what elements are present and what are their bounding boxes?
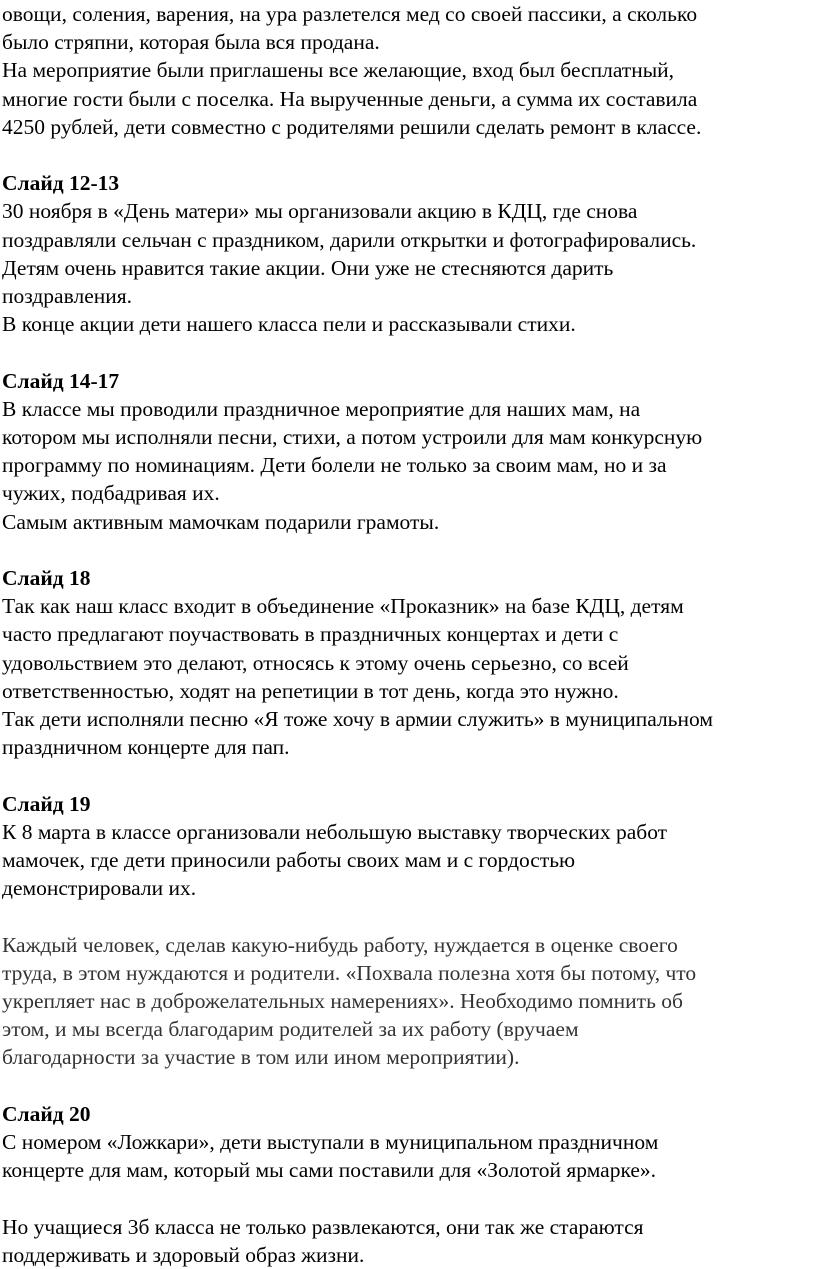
section-slide-18	[2, 564, 814, 761]
text-line: праздничном концерте для пап.	[2, 735, 290, 760]
text-line: концерте для мам, который мы сами поставили для «Золотой ярмарке».	[2, 1158, 657, 1183]
text-line: часто предлагают поучаствовать в праздничных концертах и дети с	[2, 622, 619, 647]
text-line: ответственностью, ходят на репетиции в тот день, когда это нужно.	[2, 678, 619, 703]
text-line: С номером «Ложкари», дети выступали в муниципальном праздничном	[2, 1130, 659, 1155]
text-line: поздравления.	[2, 284, 133, 309]
section-slide-20	[2, 1100, 814, 1185]
text-line: Каждый человек, сделав какую-нибудь работу, нуждается в оценке своего	[2, 932, 678, 957]
text-line: В конце акции дети нашего класса пели и рассказывали стихи.	[2, 312, 576, 337]
section-slide-19	[2, 790, 814, 1072]
text-line: Самым активным мамочкам подарили грамоты.	[2, 509, 440, 534]
section-slide-14-17	[2, 367, 814, 536]
text-line: Так дети исполняли песню «Я тоже хочу в армии служить» в муниципальном	[2, 707, 713, 732]
section-heading: Слайд 14-17	[2, 368, 120, 393]
text-line: К 8 марта в классе организовали небольшую выставку творческих работ	[2, 819, 668, 844]
text-line: 30 ноября в «День матери» мы организовали акцию в КДЦ, где снова	[2, 199, 638, 224]
text-line: поздравляли сельчан с праздником, дарили открытки и фотографировались.	[2, 227, 697, 252]
text-line: котором мы исполняли песни, стихи, а потом устроили для мам конкурсную	[2, 425, 703, 450]
section-slide-12-13	[2, 169, 814, 338]
text-line: многие гости были с поселка. На вырученные деньги, а сумма их составила	[2, 86, 698, 111]
paragraph-gap	[2, 1072, 814, 1100]
text-line: поддерживать и здоровый образ жизни.	[2, 1242, 365, 1267]
text-line: демонстрировали их.	[2, 876, 197, 901]
closing-paragraph	[2, 1213, 814, 1269]
paragraph-gap	[2, 1184, 814, 1212]
text-line: Детям очень нравится такие акции. Они уже не стесняются дарить	[2, 255, 614, 280]
section-heading: Слайд 18	[2, 566, 91, 591]
text-line: было стряпни, которая была вся продана.	[2, 30, 380, 55]
paragraph-gap	[2, 902, 814, 930]
paragraph-gap	[2, 761, 814, 789]
section-heading: Слайд 20	[2, 1101, 91, 1126]
text-line: овощи, соления, варения, на ура разлетелся мед со своей пассики, а сколько	[2, 2, 698, 26]
text-line: В классе мы проводили праздничное мероприятие для наших мам, на	[2, 396, 641, 421]
paragraph-gap	[2, 536, 814, 564]
paragraph-gap	[2, 338, 814, 366]
text-line: укрепляет нас в доброжелательных намерениях». Необходимо помнить об	[2, 989, 683, 1014]
paragraph-gap	[2, 141, 814, 169]
text-line: программу по номинациям. Дети болели не только за своим мам, но и за	[2, 453, 667, 478]
text-line: На мероприятие были приглашены все желающие, вход был бесплатный,	[2, 58, 675, 83]
text-line: этом, и мы всегда благодарим родителей за их работу (вручаем	[2, 1017, 579, 1042]
intro-paragraph	[2, 0, 814, 141]
text-line: благодарности за участие в том или ином мероприятии).	[2, 1045, 520, 1070]
section-heading: Слайд 19	[2, 791, 91, 816]
text-line: Так как наш класс входит в объединение «Проказник» на базе КДЦ, детям	[2, 594, 684, 619]
text-line: Но учащиеся 3б класса не только развлекаются, они так же стараются	[2, 1214, 644, 1239]
document-page	[2, 0, 814, 1269]
text-line: 4250 рублей, дети совместно с родителями решили сделать ремонт в классе.	[2, 114, 702, 139]
text-line: удовольствием это делают, относясь к этому очень серьезно, со всей	[2, 650, 629, 675]
text-line: мамочек, где дети приносили работы своих мам и с гордостью	[2, 848, 576, 873]
section-heading: Слайд 12-13	[2, 171, 120, 196]
text-line: чужих, подбадривая их.	[2, 481, 220, 506]
text-line: труда, в этом нуждаются и родители. «Похвала полезна хотя бы потому, что	[2, 960, 697, 985]
